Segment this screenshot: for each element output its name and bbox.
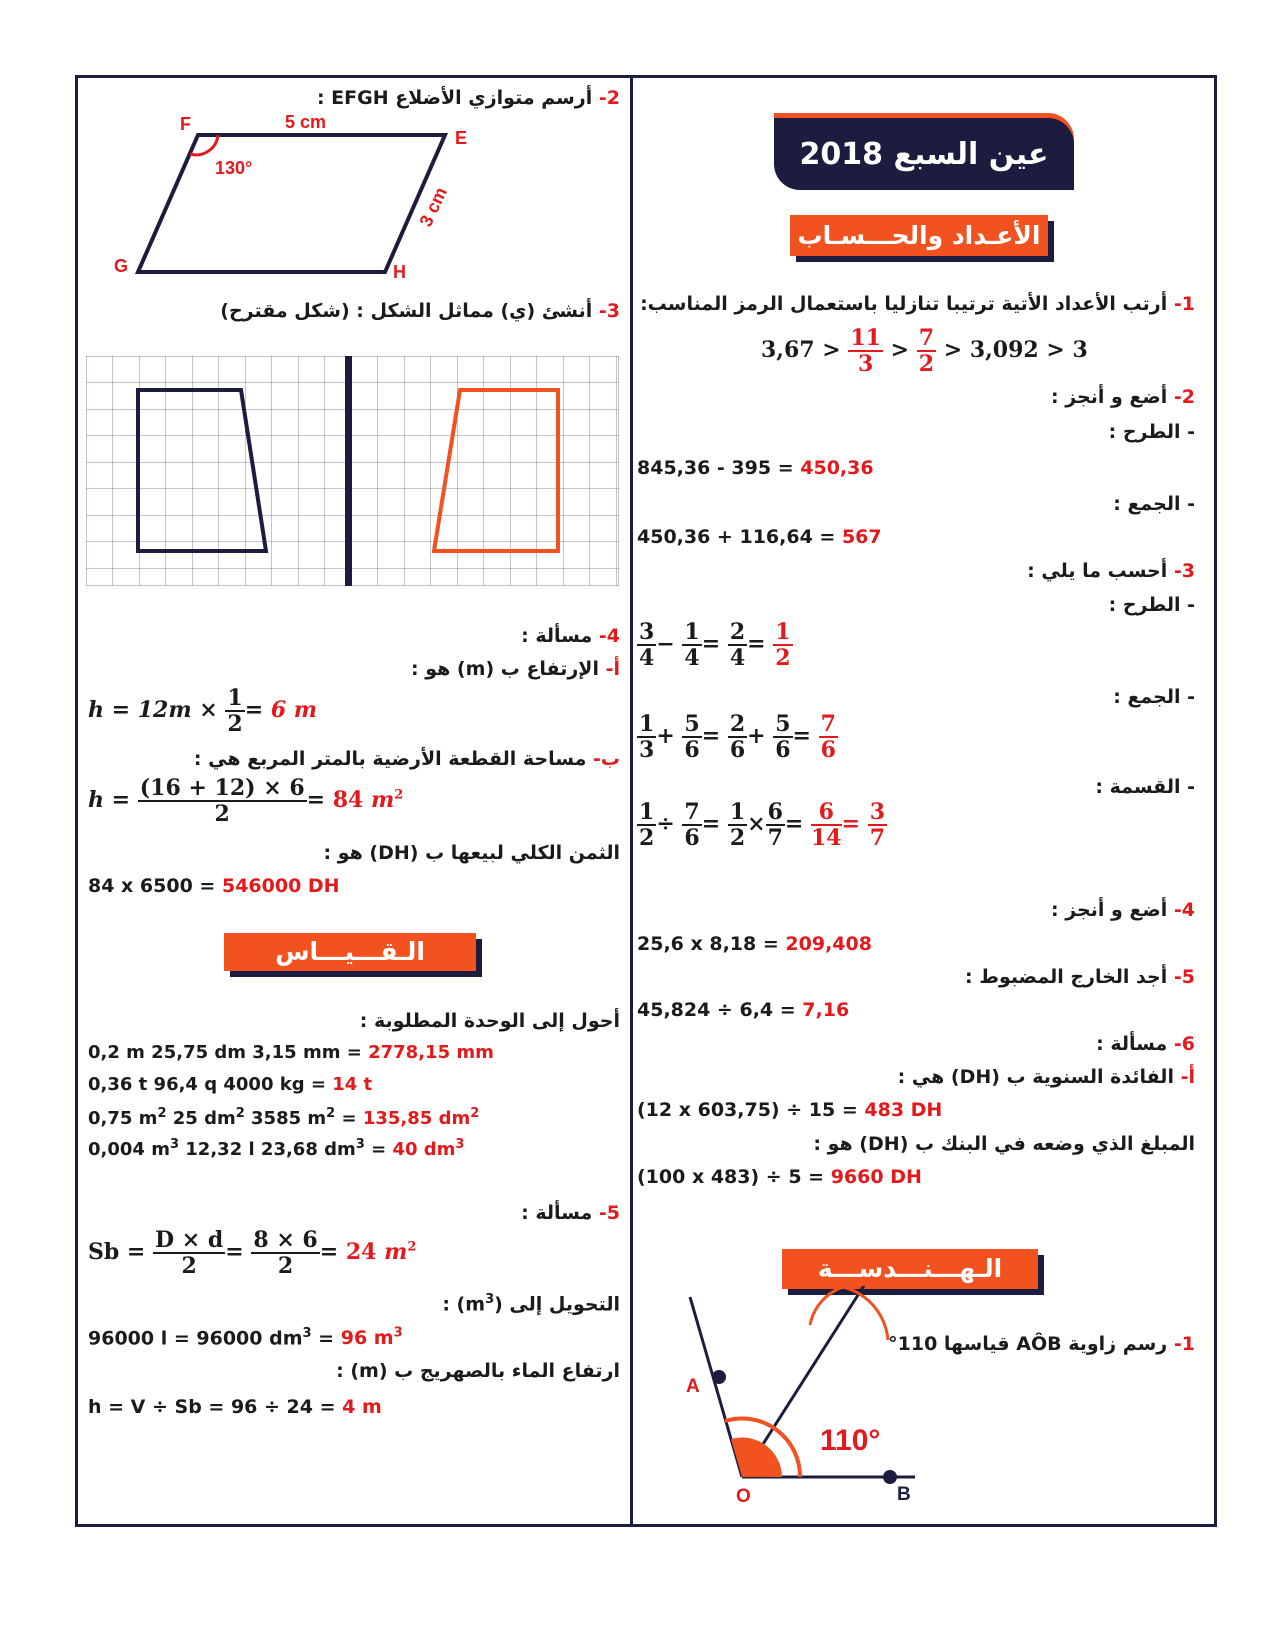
height-formula: h = 12m × $\frac{1}{2}$ = 6 m <box>88 685 318 738</box>
angle-110-figure <box>660 1280 950 1510</box>
section-numbers-banner: الأعـداد والحـــسـاب <box>790 215 1048 256</box>
q4-text: 4- أضع و أنجز : <box>1050 899 1195 921</box>
q2-sub1: - الطرح : <box>1108 421 1195 443</box>
vertex-H: H <box>393 262 406 282</box>
q3-sub3: - القسمة : <box>1095 776 1195 798</box>
q6-b-text: المبلغ الذي وضعه في البنك ب (DH) هو : <box>813 1133 1195 1155</box>
section-geometry-banner: الـهـــنـــدســـة <box>782 1249 1038 1289</box>
left-q5-h-text: ارتفاع الماء بالصهريج ب (m) : <box>336 1360 620 1382</box>
left-q4-a-text: أ- الإرتفاع ب (m) هو : <box>411 658 620 680</box>
left-q4-line: 84 x 6500 = 546000 DH <box>88 875 340 897</box>
parallelogram-figure <box>110 110 490 290</box>
conv-row-2: 0,36 t 96,4 q 4000 kg = 14 t <box>88 1074 373 1095</box>
angle-label: 110° <box>820 1424 881 1457</box>
geo1-text: 1- رسم زاوية AÔB قياسها 110° <box>888 1333 1195 1355</box>
left-q4-c-text: الثمن الكلي لبيعها ب (DH) هو : <box>323 842 620 864</box>
sb-formula: Sb = $\frac{D \times d}{2}$ = $\frac{8 \times 6}{2}$ = 24 $m^2$ <box>88 1227 417 1280</box>
conv-row-4: 0,004 $m^3$ 12,32 l 23,68 $dm^3 = 40$ $dm^3$ <box>88 1137 465 1160</box>
q3-division: $\frac{1}{2}$ ÷ $\frac{7}{6}$ = $\frac{1}{2}$ × $\frac{6}{7}$ = $\frac{6}{14}$ = $\frac{3}{7}$ <box>639 799 886 852</box>
left-q5-line1: 96000 l = 96000 $dm^3 = 96$ $m^3$ <box>88 1326 403 1350</box>
conv-text: أحول إلى الوحدة المطلوبة : <box>359 1010 620 1032</box>
area-formula: h = $\frac{(16 + 12) \times 6}{2}$ = 84 $m^2$ <box>88 775 404 828</box>
q3-text: 3- أحسب ما يلي : <box>1027 560 1195 582</box>
side-ef-length: 5 cm <box>285 112 327 132</box>
q6-line1: (12 x 603,75) ÷ 15 = 483 DH <box>637 1099 943 1121</box>
left-q3-text: 3- أنشئ (ي) مماثل الشكل : (شكل مقترح) <box>220 300 620 322</box>
angle-f-value: 130° <box>215 158 253 178</box>
left-q5-text: 5- مسألة : <box>521 1202 620 1224</box>
conv-row-1: 0,2 m 25,75 dm 3,15 mm = 2778,15 mm <box>88 1042 494 1063</box>
point-O-label: O <box>736 1486 751 1507</box>
side-eh-length: 3 cm <box>415 184 451 230</box>
q2-text: 2- أضع و أنجز : <box>1050 386 1195 408</box>
q2-line2: 450,36 + 116,64 = 567 <box>637 526 882 548</box>
point-B-label: B <box>897 1484 911 1505</box>
column-divider <box>630 75 633 1527</box>
q3-subtraction: $\frac{3}{4}$ − $\frac{1}{4}$ = $\frac{2}{4}$ = $\frac{1}{2}$ <box>639 619 791 672</box>
q3-sub1: - الطرح : <box>1108 594 1195 616</box>
section-measure-banner: الـقـــيـــاس <box>224 933 476 971</box>
q5-text: 5- أجد الخارج المضبوط : <box>965 966 1195 988</box>
conv-row-3: 0,75 $m^2$ 25 $dm^2$ 3585 $m^2 = 135,85$ $dm^2$ <box>88 1106 480 1129</box>
vertex-F: F <box>180 114 191 134</box>
page-title: عين السبع 2018 <box>774 118 1074 190</box>
q2-line1: 845,36 - 395 = 450,36 <box>637 457 874 479</box>
point-A-label: A <box>686 1376 700 1397</box>
q2-sub2: - الجمع : <box>1113 493 1195 515</box>
vertex-G: G <box>114 256 129 276</box>
q3-sub2: - الجمع : <box>1113 686 1195 708</box>
left-q4-b-text: ب- مساحة القطعة الأرضية بالمتر المربع هي : <box>193 748 620 770</box>
vertex-E: E <box>455 128 468 148</box>
symmetry-grid-figure <box>86 356 619 586</box>
left-q5-line2: h = V ÷ Sb = 96 ÷ 24 = 4 m <box>88 1396 382 1418</box>
q1-text: 1- أرتب الأعداد الأتية ترتيبا تنازليا باستعمال الرمز المناسب: <box>640 293 1195 315</box>
left-q2-text: 2- أرسم متوازي الأضلاع EFGH : <box>316 87 620 109</box>
q3-addition: $\frac{1}{3}$ + $\frac{5}{6}$ = $\frac{2}{6}$ + $\frac{5}{6}$ = $\frac{7}{6}$ <box>639 711 836 764</box>
q1-ordering: 3,67 > $\frac{11}{3}$ > $\frac{7}{2}$ > 3,092 > 3 <box>761 325 1088 378</box>
q6-text: 6- مسألة : <box>1096 1033 1195 1055</box>
q6-line2: (100 x 483) ÷ 5 = 9660 DH <box>637 1166 922 1188</box>
q4-line: 25,6 x 8,18 = 209,408 <box>637 933 872 955</box>
q5-line: 45,824 ÷ 6,4 = 7,16 <box>637 999 850 1021</box>
left-q4-text: 4- مسألة : <box>521 625 620 647</box>
left-q5-conv-text: التحويل إلى $(m^3)$ : <box>442 1292 620 1316</box>
q6-a-text: أ- الفائدة السنوية ب (DH) هي : <box>897 1066 1195 1088</box>
